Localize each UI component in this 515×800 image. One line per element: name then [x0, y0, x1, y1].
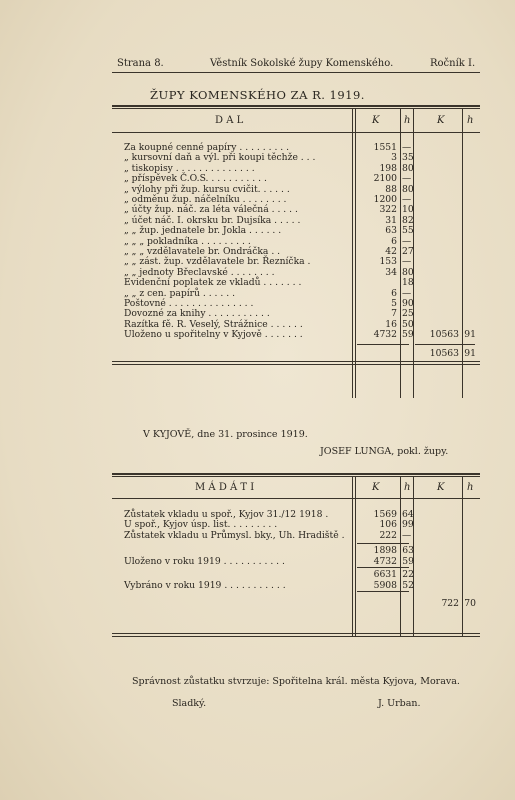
row-description: Dovozné za knihy . . . . . . . . . . . — [124, 308, 270, 320]
row-description: Zůstatek vkladu u Průmysl. bky., Uh. Hradiště . — [124, 529, 345, 541]
row-amount-h: 25 — [402, 308, 414, 320]
row-description: „ příspěvek Č.O.S. . . . . . . . . . . — [124, 173, 267, 185]
page-number: Strana 8. — [117, 58, 164, 69]
signer-right: J. Urban. — [378, 698, 421, 709]
row-description: U spoř., Kyjov úsp. list. . . . . . . . . — [124, 519, 278, 531]
madati-sum1-k: 1898 — [373, 545, 397, 556]
row-description: „ účet náč. I. okrsku br. Dujsíka . . . . . — [124, 214, 301, 226]
madati-final-h: 70 — [464, 598, 476, 609]
madati-final-k: 722 — [441, 598, 459, 609]
madati-vybrano-h: 52 — [402, 580, 414, 591]
row-amount-h: 27 — [402, 246, 414, 257]
row-amount-k: 1551 — [373, 142, 397, 153]
dal-heading: D A L — [215, 115, 244, 126]
dal-total-h: 91 — [464, 348, 476, 359]
row-amount-k2: 10563 — [429, 329, 459, 341]
row-description: „ „ žup. jednatele br. Jokla . . . . . . — [124, 225, 282, 237]
row-description: Evidenční poplatek ze vkladů . . . . . . . — [124, 277, 302, 289]
row-amount-h: — — [402, 529, 412, 541]
row-amount-h: 82 — [402, 214, 414, 226]
row-amount-h: 35 — [402, 152, 414, 164]
header-rule — [112, 72, 480, 73]
row-amount-k: 1569 — [373, 509, 397, 520]
row-description: Za koupné cenné papíry . . . . . . . . . — [124, 142, 290, 153]
madati-sum2-h: 22 — [402, 569, 414, 580]
treasurer-signature: JOSEF LUNGA, pokl. župy. — [320, 446, 449, 457]
row-description: „ odměnu žup. náčelníku . . . . . . . . — [124, 194, 287, 205]
row-amount-h: 55 — [402, 225, 414, 237]
madati-ulozeno-k: 4732 — [373, 556, 397, 567]
row-description: „ „ „ pokladníka . . . . . . . . . — [124, 235, 251, 247]
journal-title: Věstník Sokolské župy Komenského. — [210, 58, 394, 69]
row-amount-h: 80 — [402, 183, 414, 195]
madati-vybrano-k: 5908 — [373, 580, 397, 591]
row-description: Razítka fě. R. Veselý, Strážnice . . . . . . — [124, 318, 303, 330]
page-title: ŽUPY KOMENSKÉHO ZA R. 1919. — [150, 88, 365, 102]
row-amount-k: 31 — [385, 214, 397, 226]
madati-sum2-k: 6631 — [373, 569, 397, 580]
row-amount-k: 5 — [391, 298, 397, 309]
madati-heading: M Á D Á T I — [195, 482, 255, 493]
dal-col-h: h — [404, 115, 411, 126]
signer-left: Sladký. — [172, 698, 207, 709]
row-amount-h: — — [402, 142, 412, 153]
row-description: „ tiskopisy . . . . . . . . . . . . . . — [124, 162, 255, 174]
row-amount-k: 3 — [391, 152, 397, 164]
row-description: „ „ jednoty Břeclavské . . . . . . . . — [124, 266, 275, 278]
row-amount-h: 10 — [402, 204, 414, 216]
row-amount-h: — — [402, 256, 412, 268]
row-description: Poštovné . . . . . . . . . . . . . . . — [124, 298, 254, 309]
row-amount-h: 64 — [402, 509, 414, 520]
row-amount-k: 88 — [385, 183, 397, 195]
row-amount-k: 6 — [391, 287, 397, 299]
row-amount-h: — — [402, 287, 412, 299]
row-amount-k: 6 — [391, 235, 397, 247]
row-amount-h: — — [402, 235, 412, 247]
madati-vybrano-label: Vybráno v roku 1919 . . . . . . . . . . . — [124, 580, 286, 591]
row-amount-k: 4732 — [373, 329, 397, 341]
dal-total-k: 10563 — [429, 348, 459, 359]
row-description: „ účty žup. náč. za léta válečná . . . . . — [124, 204, 298, 216]
row-amount-k: 63 — [385, 225, 397, 237]
row-amount-h: — — [402, 194, 412, 205]
row-amount-k: 16 — [385, 318, 397, 330]
volume-label: Ročník I. — [430, 58, 476, 69]
row-amount-k: 198 — [379, 162, 397, 174]
row-amount-h: — — [402, 173, 412, 185]
madati-sum1-h: 63 — [402, 545, 414, 556]
row-amount-k: 222 — [379, 529, 397, 541]
row-amount-h: 99 — [402, 519, 414, 531]
row-amount-h: 90 — [402, 298, 414, 309]
row-amount-k: 42 — [385, 246, 397, 257]
row-amount-k: 153 — [379, 256, 397, 268]
row-amount-h: 18 — [402, 277, 414, 289]
row-description: Zůstatek vkladu u spoř., Kyjov 31./12 1918 . — [124, 509, 329, 520]
madati-col-h2: h — [467, 482, 474, 493]
row-description: „ kursovní daň a výl. při koupi těchže . . . — [124, 152, 316, 164]
madati-ulozeno-h: 59 — [402, 556, 414, 567]
dal-col-k2: K — [437, 115, 445, 126]
row-amount-k: 106 — [379, 519, 397, 531]
row-amount-k: 34 — [385, 266, 397, 278]
row-amount-k: 2100 — [373, 173, 397, 185]
row-description: „ výlohy při žup. kursu cvičit. . . . . . — [124, 183, 290, 195]
row-amount-h: 59 — [402, 329, 414, 341]
row-amount-h: 80 — [402, 266, 414, 278]
row-amount-k: 7 — [391, 308, 397, 320]
madati-ulozeno-label: Uloženo v roku 1919 . . . . . . . . . . . — [124, 556, 285, 567]
row-amount-h: 80 — [402, 162, 414, 174]
row-amount-k: 1200 — [373, 194, 397, 205]
row-description: Uloženo u spořitelny v Kyjově . . . . . . . — [124, 329, 303, 341]
place-date: V KYJOVĚ, dne 31. prosince 1919. — [143, 429, 308, 440]
dal-col-k: K — [372, 115, 380, 126]
row-description: „ „ zást. žup. vzdělavatele br. Řezníčka . — [124, 256, 311, 268]
row-amount-k: 322 — [379, 204, 397, 216]
row-amount-h: 50 — [402, 318, 414, 330]
row-description: „ „ „ vzdělavatele br. Ondráčka . . — [124, 246, 281, 257]
row-description: „ „ z cen. papírů . . . . . . — [124, 287, 235, 299]
madati-col-k: K — [372, 482, 380, 493]
madati-col-h: h — [404, 482, 411, 493]
row-amount-h2: 91 — [464, 329, 476, 341]
correctness-note: Správnost zůstatku stvrzuje: Spořitelna král. města Kyjova, Morava. — [132, 676, 460, 687]
dal-col-h2: h — [467, 115, 474, 126]
madati-col-k2: K — [437, 482, 445, 493]
